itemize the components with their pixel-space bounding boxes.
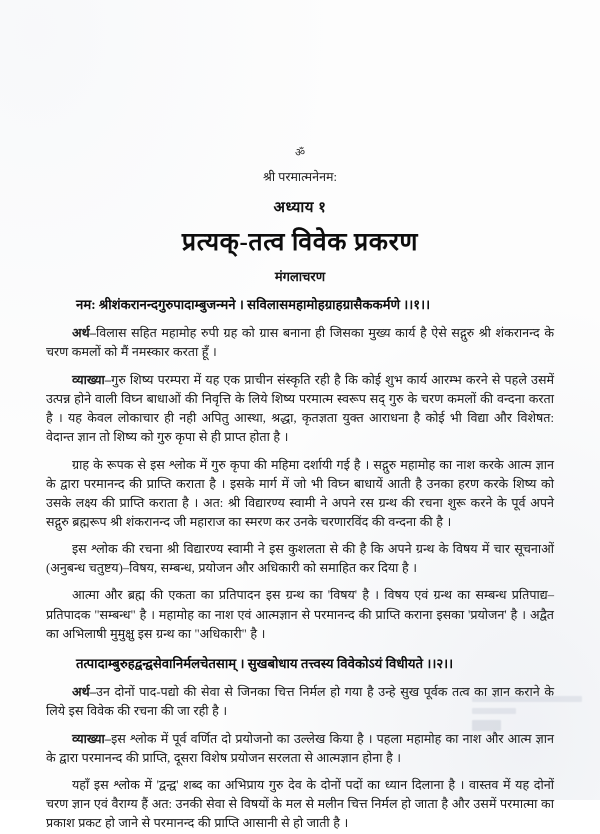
paragraph-text: इस श्लोक की रचना श्री विद्यारण्य स्वामी ने इस कुशलता से की है कि अपने ग्रन्थ के विषय में चार सूचनाओं (अनुबन्ध चतुष्टय)–विषय, सम्बन्ध, प्रयोजन और अधिकारी को समाहित कर दिया है ।	[46, 542, 554, 576]
paragraph-artha-1	[46, 324, 554, 362]
page-title: प्रत्यक्-तत्व विवेक प्रकरण	[181, 229, 419, 256]
page-content	[46, 0, 554, 831]
paragraph-text: आत्मा और ब्रह्म की एकता का प्रतिपादन इस ग्रन्थ का 'विषय' है । विषय एवं ग्रन्थ का सम्बन्ध प्रतिपाद्य–प्रतिपादक "सम्बन्ध" है । महामोह का नाश एवं आत्मज्ञान से परमानन्द की प्राप्ति कराना इसका 'प्रयोजन' है । अद्वैत का अभिलाषी मुमुक्षु इस ग्रन्थ का "अधिकारी" है ।	[46, 588, 554, 641]
paragraph-vyakhya-1	[46, 371, 554, 448]
paragraph-shloka-rachna	[46, 540, 554, 578]
section-label-mangalacharan: मंगलाचरण	[274, 269, 326, 284]
paragraph-text: ग्राह के रूपक से इस श्लोक में गुरु कृपा की महिमा दर्शायी गई है । सद्गुरु महामोह का नाश करके आत्म ज्ञान के द्वारा परमानन्द की प्राप्ति कराता है । इसके मार्ग में जो भी विघ्न बाधायें आती है उनका हरण करके शिष्य को उसके लक्ष्य की प्राप्ति कराता है । अत: श्री विद्यारण्य स्वामी ने अपने रस ग्रन्थ की रचना शुरू करने के पूर्व अपने सद्गुरु ब्रह्मरूप श्री शंकरानन्द जी महाराज का स्मरण कर उनके चरणारविंद की वन्दना की है ।	[46, 457, 554, 529]
chapter-number: अध्याय १	[273, 200, 327, 216]
paragraph-text: विलास सहित महामोह रुपी ग्रह को ग्रास बनाना ही जिसका मुख्य कार्य है ऐसे सद्गुरु श्री शंकरानन्द के चरण कमलों को मैं नमस्कार करता हूँ ।	[46, 325, 554, 359]
paragraph-lead: व्याख्या–	[72, 373, 112, 388]
paragraph-lead: व्याख्या–	[72, 731, 112, 746]
paragraph-lead: अर्थ–	[72, 325, 96, 340]
verse-1: नम: श्रीशंकरानन्दगुरुपादाम्बुजन्मने । सविलासमहामोहग्राहग्रासैककर्मणे ।।१।।	[76, 297, 431, 312]
paragraph-text: यहाँ इस श्लोक में 'द्वन्द्व' शब्द का अभिप्राय गुरु देव के दोनों पदों का ध्यान दिलाना है । वास्तव में यह दोनों चरण ज्ञान एवं वैराग्य हैं अत: उनकी सेवा से विषयों के मल से मलीन चित्त निर्मल हो जाता है और उसमें परमात्मा का प्रकाश प्रकट हो जाने से परमानन्द की प्राप्ति आसानी से हो जाती है ।	[46, 778, 554, 831]
paragraph-text: गुरु शिष्य परम्परा में यह एक प्राचीन संस्कृति रही है कि कोई शुभ कार्य आरम्भ करने से पहले उसमें उत्पन्न होने वाली विघ्न बाधाओं की निवृत्ति के लिये शिष्य परमात्म स्वरूप सद् गुरु के चरण कमलों की वन्दना करता है । यह केवल लोकाचार ही नही अपितु आस्था, श्रद्धा, कृतज्ञता युक्त आराधना है कोई भी विद्या और विशेषत: वेदान्त ज्ञान तो शिष्य को गुरु कृपा से ही प्राप्त होता है ।	[46, 373, 554, 445]
om-symbol: ॐ	[294, 147, 306, 159]
paragraph-artha-2	[46, 683, 554, 721]
paragraph-atma-brahma	[46, 586, 554, 643]
paragraph-text: इस श्लोक में पूर्व वर्णित दो प्रयोजनो का उल्लेख किया है । पहला महामोह का नाश और आत्म ज्ञान के द्वारा परमानन्द की प्राप्ति, दूसरा विशेष प्रयोजन सरलता से आत्मज्ञान होना है ।	[46, 731, 554, 765]
verse-2: तत्पादाम्बुरुहद्वन्द्वसेवानिर्मलचेतसाम् । सुखबोधाय तत्त्वस्य विवेकोऽयं विधीयते ।।२।।	[76, 655, 454, 671]
paragraph-lead: अर्थ–	[72, 684, 96, 699]
invocation-line: श्री परमात्मनेनम:	[263, 170, 337, 184]
paragraph-graha	[46, 456, 554, 533]
paragraph-vyakhya-2	[46, 730, 554, 768]
paragraph-text: उन दोनों पाद-पद्यो की सेवा से जिनका चित्त निर्मल हो गया है उन्हे सुख पूर्वक तत्व का ज्ञान कराने के लिये इस विवेक की रचना की जा रही है ।	[46, 684, 554, 718]
paragraph-dvandva	[46, 776, 554, 833]
